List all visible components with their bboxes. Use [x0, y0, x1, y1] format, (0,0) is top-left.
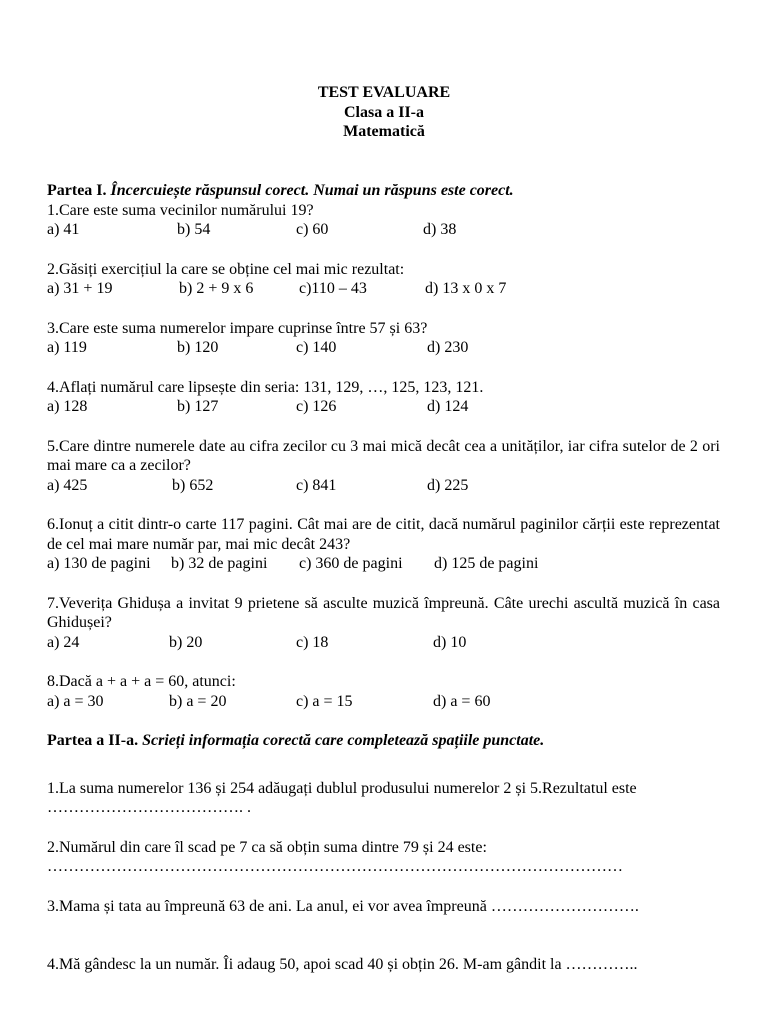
option-b[interactable]: b) 32 de pagini — [171, 555, 268, 572]
option-d[interactable]: d) 10 — [433, 633, 467, 651]
option-d[interactable]: d) 38 — [423, 221, 457, 238]
option-b[interactable]: b) 2 + 9 x 6 — [179, 280, 254, 297]
question-text: 5.Care dintre numerele date au cifra zecilor cu 3 mai mică decât cea a unităților, iar cifra sutelor de 2 ori mai mare ca a zecilor? — [47, 437, 720, 474]
option-c[interactable]: c) a = 15 — [296, 692, 353, 710]
fill-text: 3.Mama și tata au împreună 63 de ani. La anul, ei vor avea împreună ………………………. — [47, 897, 639, 915]
test-content — [47, 181, 720, 975]
option-a[interactable]: a) 128 — [47, 398, 88, 415]
fill-text: 2.Numărul din care îl scad pe 7 ca să obțin suma dintre 79 și 24 este: — [47, 838, 487, 856]
option-c[interactable]: c) 18 — [296, 633, 329, 651]
part2-instruction: Scrieți informația corectă care completează spațiile punctate. — [142, 732, 545, 749]
part2-heading — [47, 731, 720, 751]
fill-item-1 — [47, 779, 720, 818]
answer-options — [47, 633, 720, 653]
fill-item-2 — [47, 838, 720, 877]
option-d[interactable]: d) 13 x 0 x 7 — [425, 280, 507, 297]
option-a[interactable]: a) a = 30 — [47, 692, 104, 710]
question-7 — [47, 594, 720, 653]
option-d[interactable]: d) 124 — [427, 398, 469, 415]
question-5 — [47, 437, 720, 496]
question-text: 8.Dacă a + a + a = 60, atunci: — [47, 673, 236, 690]
answer-options — [47, 692, 720, 712]
option-d[interactable]: d) 230 — [427, 339, 469, 356]
question-1 — [47, 201, 720, 240]
test-title: TEST EVALUARE — [317, 84, 451, 101]
question-text: 1.Care este suma vecinilor numărului 19? — [47, 201, 314, 219]
fill-item-3 — [47, 897, 720, 917]
question-4 — [47, 378, 720, 417]
fill-blank[interactable]: ………………………………. . — [47, 799, 251, 816]
option-b[interactable]: b) 120 — [177, 339, 219, 356]
option-a[interactable]: a) 41 — [47, 221, 80, 238]
question-text: 3.Care este suma numerelor impare cuprinse între 57 și 63? — [47, 319, 428, 337]
subject-label: Matematică — [343, 123, 425, 140]
fill-text: 4.Mă gândesc la un număr. Îi adaug 50, apoi scad 40 și obțin 26. M-am gândit la ………….. — [47, 956, 638, 973]
fill-item-4 — [47, 955, 720, 975]
answer-options — [47, 279, 720, 299]
part1-label: Partea I. — [47, 182, 107, 199]
option-c[interactable]: c) 360 de pagini — [299, 555, 403, 572]
option-a[interactable]: a) 24 — [47, 633, 80, 651]
option-a[interactable]: a) 31 + 19 — [47, 280, 113, 297]
fill-blank[interactable]: ……………………………………………………………………………………………… — [47, 858, 623, 875]
answer-options — [47, 220, 720, 240]
part1-heading — [47, 181, 720, 201]
question-2 — [47, 260, 720, 299]
question-text: 7.Veverița Ghidușa a invitat 9 prietene să asculte muzică împreună. Câte urechi ascultă muzică în casa Ghidușei? — [47, 594, 720, 631]
option-b[interactable]: b) 54 — [177, 221, 211, 238]
option-c[interactable]: c)110 – 43 — [299, 280, 367, 297]
option-d[interactable]: d) a = 60 — [433, 692, 491, 710]
header — [0, 83, 768, 142]
answer-options — [47, 554, 720, 574]
option-d[interactable]: d) 225 — [427, 476, 469, 494]
question-8 — [47, 672, 720, 711]
option-c[interactable]: c) 841 — [296, 476, 337, 494]
question-text: 6.Ionuț a citit dintr-o carte 117 pagini. Cât mai are de citit, dacă numărul paginilor cărții este reprezentat de cel mai mare număr par, mai mic decât 243? — [47, 516, 720, 553]
part1-instruction: Încercuiește răspunsul corect. Numai un răspuns este corect. — [110, 182, 514, 199]
answer-options — [47, 476, 720, 496]
option-c[interactable]: c) 126 — [296, 398, 337, 415]
option-c[interactable]: c) 60 — [296, 221, 329, 238]
option-d[interactable]: d) 125 de pagini — [434, 555, 539, 572]
option-a[interactable]: a) 119 — [47, 339, 87, 356]
option-a[interactable]: a) 130 de pagini — [47, 555, 151, 572]
option-a[interactable]: a) 425 — [47, 476, 88, 494]
question-3 — [47, 319, 720, 358]
answer-options — [47, 397, 720, 417]
option-b[interactable]: b) 20 — [169, 633, 203, 651]
answer-options — [47, 338, 720, 358]
option-b[interactable]: b) 652 — [172, 476, 214, 494]
part2-label: Partea a II-a. — [47, 732, 139, 749]
option-b[interactable]: b) a = 20 — [169, 692, 227, 710]
question-text: 2.Găsiți exercițiul la care se obține cel mai mic rezultat: — [47, 260, 405, 278]
option-b[interactable]: b) 127 — [177, 398, 219, 415]
fill-text: 1.La suma numerelor 136 și 254 adăugați dublul produsului numerelor 2 și 5.Rezultatul este — [47, 779, 637, 797]
option-c[interactable]: c) 140 — [296, 339, 337, 356]
question-6 — [47, 515, 720, 574]
question-text: 4.Aflați numărul care lipsește din seria: 131, 129, …, 125, 123, 121. — [47, 378, 484, 396]
class-label: Clasa a II-a — [343, 103, 424, 121]
